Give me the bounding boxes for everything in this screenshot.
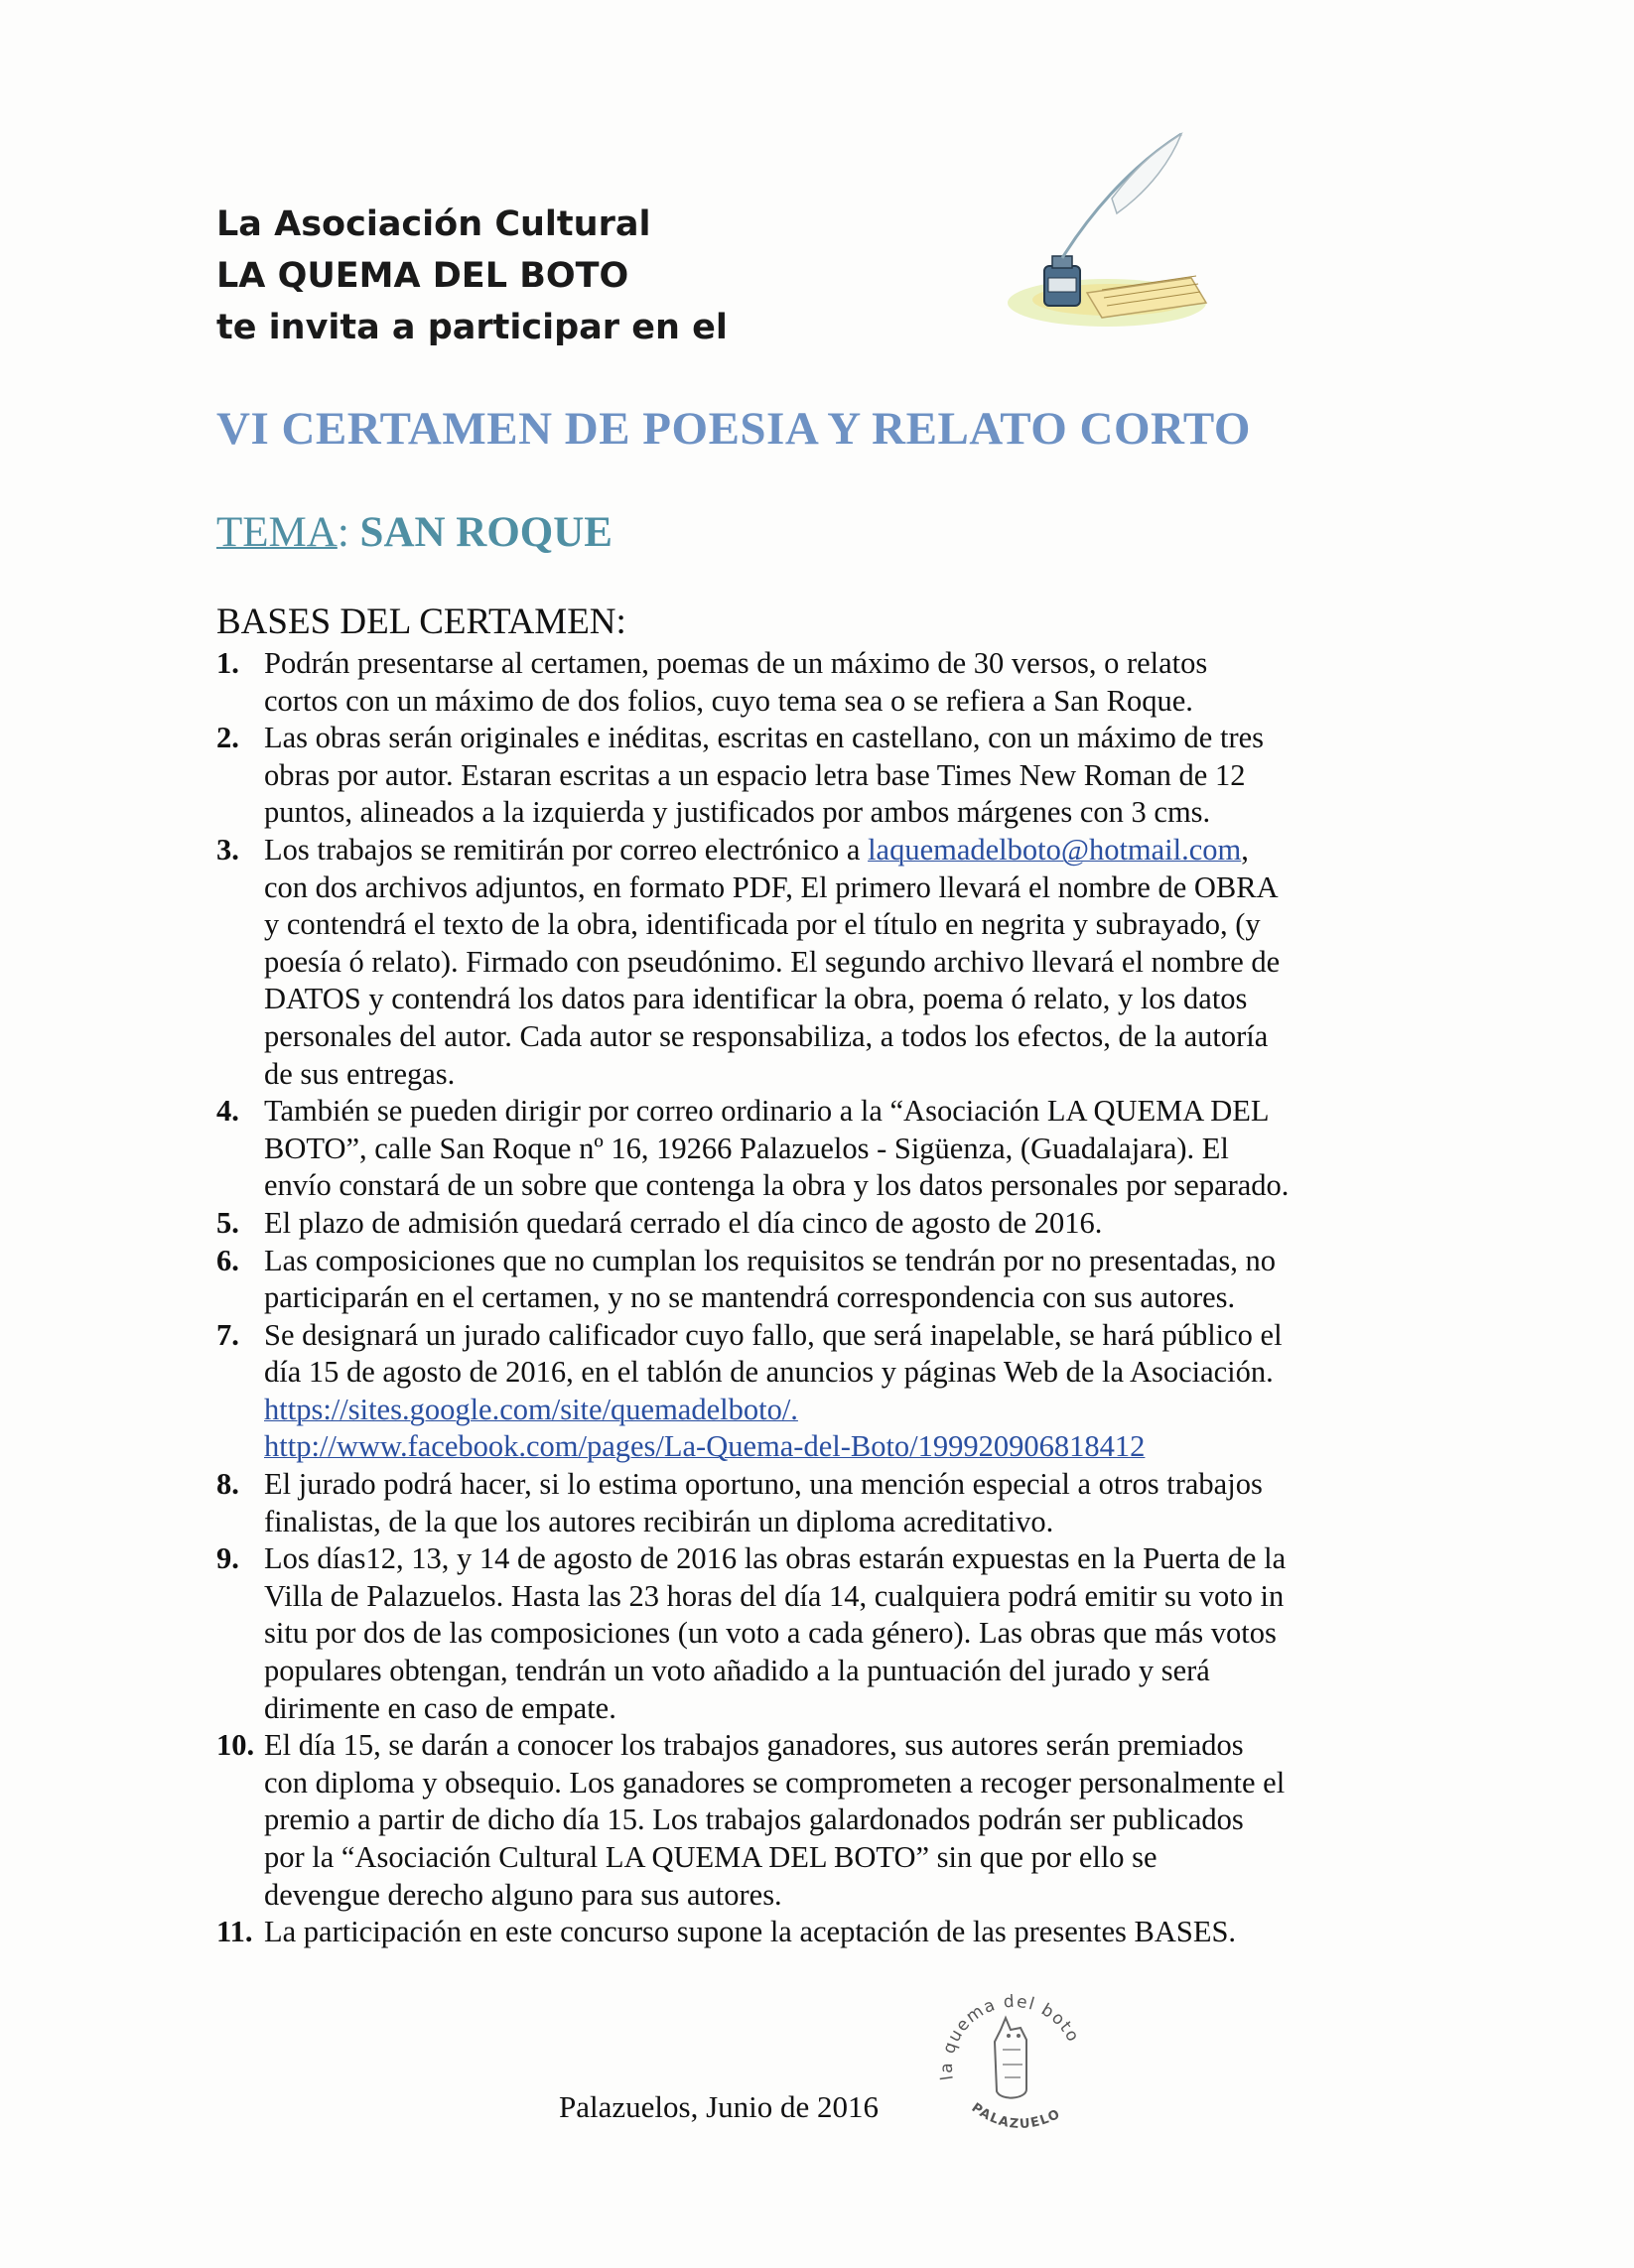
rule-line: La participación en este concurso supone la aceptación de las presentes BASES. [264,1915,1237,1949]
rule-line: Las obras serán originales e inéditas, escritas en castellano, con un máximo de tres [264,721,1265,755]
intro-line-3: te invita a participar en el [216,308,728,347]
rule-item [216,1466,1393,1540]
rule-item [216,1540,1393,1727]
rule-line: BOTO”, calle San Roque nº 16, 19266 Palazuelos - Sigüenza, (Guadalajara). El [264,1131,1229,1165]
rule-line: El plazo de admisión quedará cerrado el día cinco de agosto de 2016. [264,1205,1103,1240]
rules-list [216,645,1393,1951]
theme-value: SAN ROQUE [359,509,613,556]
rule-line: de sus entregas. [264,1056,456,1091]
rule-line: premio a partir de dicho día 15. Los trabajos galardonados podrán ser publicados [264,1802,1244,1837]
rule-line: participarán en el certamen, y no se mantendrá correspondencia con sus autores. [264,1280,1236,1315]
stamp-text-top: la quema del boto [936,1991,1084,2082]
rule-item [216,832,1393,1093]
rule-item [216,720,1393,832]
rule-line: con dos archivos adjuntos, en formato PDF, El primero llevará el nombre de OBRA [264,869,1279,904]
rule-line: puntos, alineados a la izquierda y justificados por ambos márgenes con 3 cms. [264,795,1211,830]
rule-line: situ por dos de las composiciones (un voto a cada género). Las obras que más votos [264,1616,1277,1651]
rule-item [216,1093,1393,1205]
rule-line: finalistas, de la que los autores recibirán un diploma acreditativo. [264,1504,1054,1538]
rule-line: dirimente en caso de empate. [264,1690,616,1725]
page-title: VI CERTAMEN DE POESIA Y RELATO CORTO [216,403,1251,455]
facebook-link[interactable]: http://www.facebook.com/pages/La-Quema-del-Boto/199920906818412 [264,1429,1146,1464]
rule-number: 11. [216,1915,253,1949]
email-link[interactable]: laquemadelboto@hotmail.com [868,832,1242,867]
rule-number: 1. [216,646,239,680]
theme-separator: : [337,509,349,556]
rule-item [216,1243,1393,1317]
stamp-icon [931,1970,1095,2149]
rule-line: y contendrá el texto de la obra, identificada por el título en negrita y subrayado, (y [264,907,1261,942]
rule-line-text: Los trabajos se remitirán por correo electrónico a [264,832,869,867]
rule-line: El jurado podrá hacer, si lo estima oportuno, una mención especial a otros trabajos [264,1467,1263,1502]
rule-line: por la “Asociación Cultural LA QUEMA DEL BOTO” sin que por ello se [264,1840,1157,1874]
rule-line: DATOS y contendrá los datos para identificar la obra, poema ó relato, y los datos [264,982,1248,1016]
rule-number: 10. [216,1728,255,1763]
intro-block [216,199,728,353]
rule-number: 3. [216,832,239,867]
rule-item [216,1205,1393,1243]
inkwell-quill-icon [993,129,1221,357]
rule-line: Villa de Palazuelos. Hasta las 23 horas del día 14, cualquiera podrá emitir su voto in [264,1578,1285,1613]
rule-line: Los días12, 13, y 14 de agosto de 2016 las obras estarán expuestas en la Puerta de la [264,1541,1287,1576]
email-suffix: , [1241,832,1249,867]
rule-line: envío constará de un sobre que contenga la obra y los datos personales por separado. [264,1168,1290,1203]
rule-number: 9. [216,1541,239,1576]
rule-number: 2. [216,721,239,755]
signoff: Palazuelos, Junio de 2016 [559,2089,880,2124]
intro-line-1: La Asociación Cultural [216,204,651,244]
theme-line [216,508,613,557]
rule-line: con diploma y obsequio. Los ganadores se comprometen a recoger personalmente el [264,1765,1286,1800]
rule-item [216,1317,1393,1466]
rule-line: Podrán presentarse al certamen, poemas de un máximo de 30 versos, o relatos [264,646,1208,680]
rule-number: 7. [216,1317,239,1352]
rule-item [216,1727,1393,1914]
intro-line-2: LA QUEMA DEL BOTO [216,256,629,296]
rule-line: Las composiciones que no cumplan los requisitos se tendrán por no presentadas, no [264,1243,1276,1277]
rule-line: obras por autor. Estaran escritas a un espacio letra base Times New Roman de 12 [264,757,1246,792]
rule-item [216,645,1393,720]
rule-line: El día 15, se darán a conocer los trabajos ganadores, sus autores serán premiados [264,1728,1244,1763]
rule-line: personales del autor. Cada autor se responsabiliza, a todos los efectos, de la autoría [264,1018,1269,1053]
rule-line: cortos con un máximo de dos folios, cuyo tema sea o se refiera a San Roque. [264,683,1193,718]
rule-item [216,1914,1393,1951]
rule-number: 4. [216,1094,239,1129]
bases-heading: BASES DEL CERTAMEN: [216,601,626,642]
rule-line [264,832,1393,869]
rule-line: Se designará un jurado calificador cuyo fallo, que será inapelable, se hará público el [264,1317,1283,1352]
rule-line: populares obtengan, tendrán un voto añadido a la puntuación del jurado y será [264,1654,1210,1688]
stamp-text-bottom: PALAZUELO [968,2100,1064,2133]
rule-line: devengue derecho alguno para sus autores. [264,1877,782,1912]
rule-number: 5. [216,1205,239,1240]
rule-line: También se pueden dirigir por correo ordinario a la “Asociación LA QUEMA DEL [264,1094,1270,1129]
rule-line: poesía ó relato). Firmado con pseudónimo. El segundo archivo llevará el nombre de [264,944,1281,979]
rule-number: 8. [216,1467,239,1502]
google-sites-link[interactable]: https://sites.google.com/site/quemadelboto/. [264,1392,798,1426]
rule-number: 6. [216,1243,239,1277]
rule-line: día 15 de agosto de 2016, en el tablón de anuncios y páginas Web de la Asociación. [264,1355,1274,1390]
theme-label: TEMA [216,509,338,556]
